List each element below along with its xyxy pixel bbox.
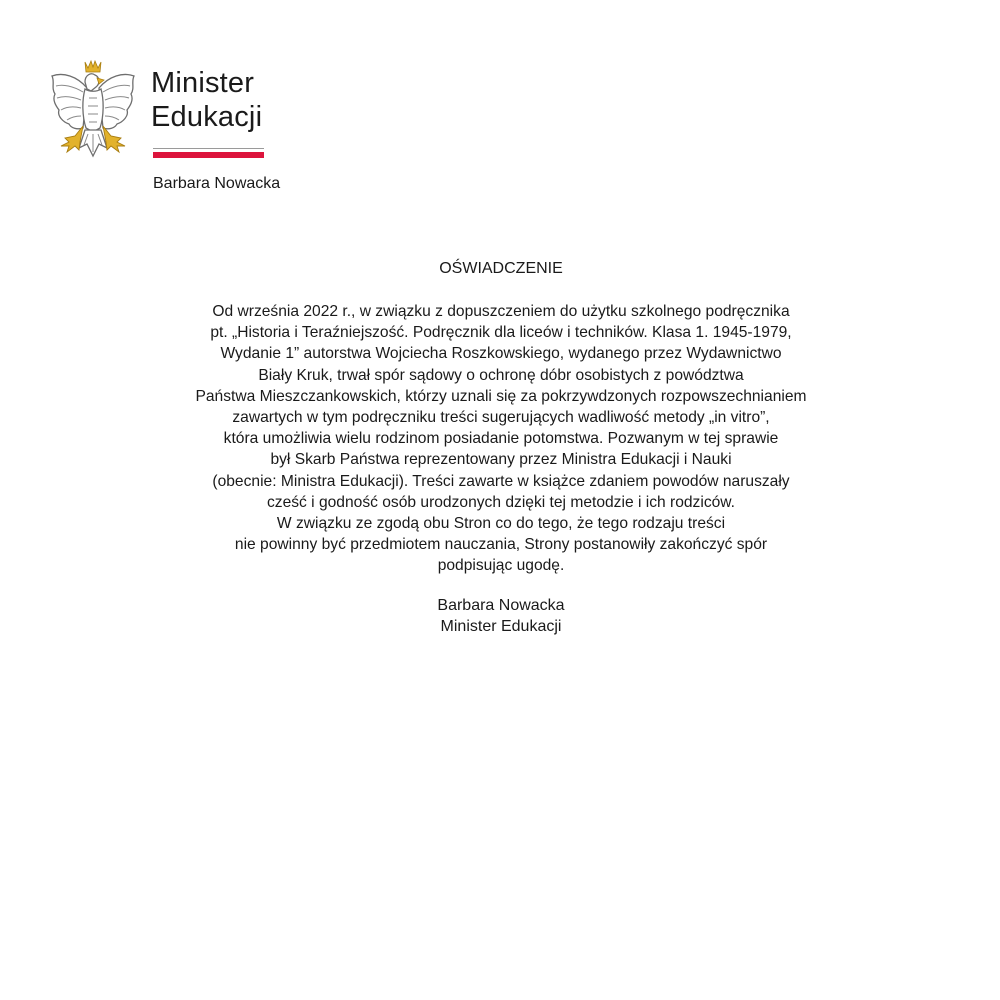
body-line: cześć i godność osób urodzonych dzięki tej metodzie i ich rodziców. [266, 493, 736, 511]
body-line: Państwa Mieszczankowskich, którzy uznali się za pokrzywdzonych rozpowszechnianiem [195, 387, 807, 405]
body-line: pt. „Historia i Teraźniejszość. Podręcznik dla liceów i techników. Klasa 1. 1945-1979, [210, 324, 792, 342]
body-line: która umożliwia wielu rodzinom posiadanie potomstwa. Pozwanym w tej sprawie [223, 430, 779, 448]
document-title: OŚWIADCZENIE [439, 260, 563, 277]
body-line: (obecnie: Ministra Edukacji). Treści zawarte w książce zdaniem powodów naruszały [212, 472, 790, 490]
signature-title: Minister Edukacji [440, 618, 562, 635]
body-line: Biały Kruk, trwał spór sądowy o ochronę dóbr osobistych z powództwa [258, 366, 744, 384]
polish-eagle-emblem [47, 58, 139, 162]
body-line: nie powinny być przedmiotem nauczania, Strony postanowiły zakończyć spór [234, 536, 768, 554]
flag-red-band [153, 152, 264, 158]
letterhead-person: Barbara Nowacka [153, 175, 281, 192]
body-line: Wydanie 1” autorstwa Wojciecha Roszkowskiego, wydanego przez Wydawnictwo [220, 345, 782, 363]
eagle-icon [47, 58, 139, 162]
body-line: W związku ze zgodą obu Stron co do tego, że tego rodzaju treści [276, 515, 726, 533]
body-line: Od września 2022 r., w związku z dopuszczeniem do użytku szkolnego podręcznika [212, 303, 790, 320]
signature-name: Barbara Nowacka [437, 597, 565, 614]
ministry-name [151, 66, 262, 134]
signature-block [0, 595, 1000, 637]
body-line: był Skarb Państwa reprezentowany przez Ministra Edukacji i Nauki [270, 451, 732, 469]
body-line: zawartych w tym podręczniku treści sugerujących wadliwość metody „in vitro”, [232, 409, 770, 427]
ministry-name-line1: Minister [151, 67, 255, 99]
polish-flag-stripe [153, 148, 264, 158]
body-line: podpisując ugodę. [437, 557, 565, 575]
document-body [0, 301, 1000, 577]
ministry-name-line2: Edukacji [151, 101, 263, 133]
